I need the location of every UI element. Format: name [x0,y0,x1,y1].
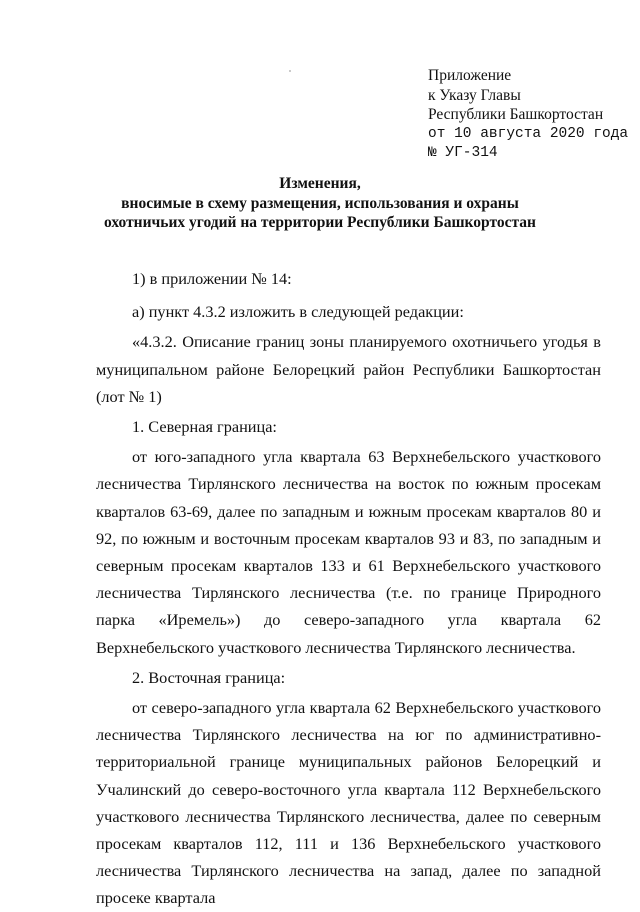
paragraph-north-heading: 1. Северная граница: [132,417,277,437]
annex-line-date: от 10 августа 2020 года [428,125,629,142]
title-line-2: вносимые в схему размещения, использования и охраны [121,194,519,212]
annex-line-number: № УГ-314 [428,145,498,161]
document-title [95,174,545,233]
document-body [96,262,601,912]
annex-header [428,66,628,164]
paragraph-east-text: от северо-западного угла квартала 62 Верхнебельского участкового лесничества Тирлянского лесничества на юг по административно-территориальной границе муниципальных районов Белорецкий и Учалинский до северо-восточного угла квартала 112 Верхнебельского участкового лесничества Тирлянского лесничества, далее по северным просекам кварталов 112, 111 и 136 Верхнебельского участкового лесничества Тирлянского лесничества на запад, далее по западной просеке квартала [96,698,601,908]
annex-line-appendix: Приложение [428,67,512,84]
paragraph-item-1: 1) в приложении № 14: [132,269,292,288]
title-line-3: охотничьих угодий на территории Республики Башкортостан [104,214,536,231]
title-line-1: Изменения, [279,175,361,192]
paragraph-east-heading: 2. Восточная граница: [132,667,286,687]
paragraph-item-a: а) пункт 4.3.2 изложить в следующей редакции: [132,302,464,322]
paragraph-north-text: от юго-западного угла квартала 63 Верхнебельского участкового лесничества Тирлянского лесничества на восток по южным просекам кварталов 63-69, далее по западным и южным просекам кварталов 80 и 92, по южным и восточным просекам кварталов 93 и 83, по западным и северным просекам кварталов 133 и 61 Верхнебельского участкового лесничества Тирлянского лесничества (т.е. по границе Природного парка «Иремель») до северо-западного угла квартала 62 Верхнебельского участкового лесничества Тирлянского лесничества. [96,447,601,657]
annex-line-decree: к Указу Главы [428,86,521,104]
annex-line-republic: Республики Башкортостан [428,106,604,123]
paragraph-section-title: «4.3.2. Описание границ зоны планируемого охотничьего угодья в муниципальном районе Белорецкий район Республики Башкортостан (лот № 1) [96,332,601,406]
scan-speck [289,70,291,72]
